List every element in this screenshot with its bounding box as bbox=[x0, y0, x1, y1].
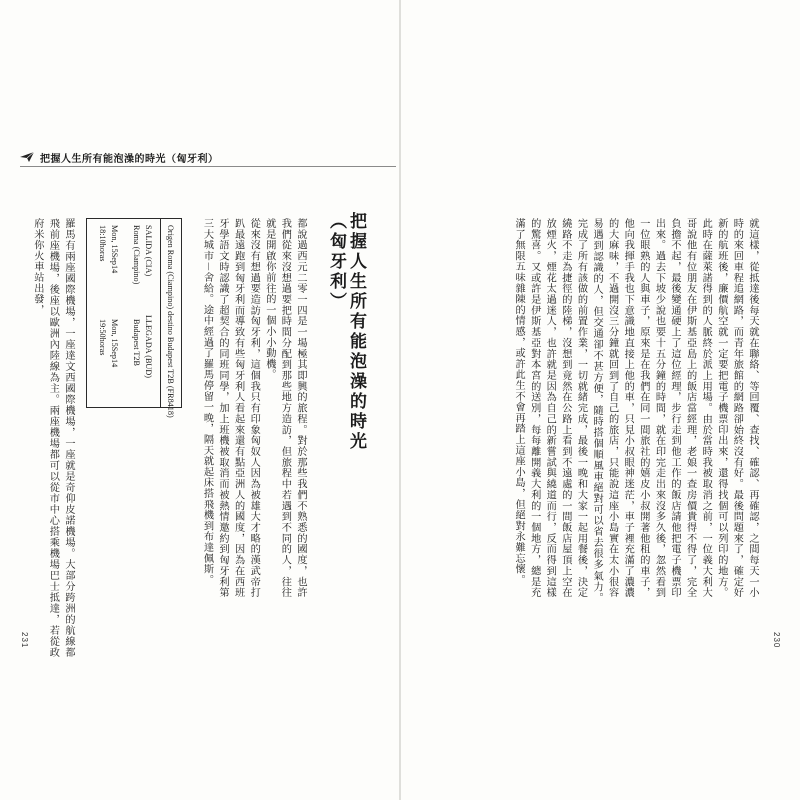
section-title: 把握人生所有能泡澡的時光（匈牙利） bbox=[326, 212, 366, 452]
ticket-salida-date: Mon, 15Sep14 bbox=[110, 225, 119, 274]
running-header bbox=[20, 150, 219, 164]
ticket-salida-time: 18:10horas bbox=[98, 225, 107, 262]
left-page-paragraph-3: 羅馬有兩座國際機場，一座達文西國際機場，一座就是奇仰皮諾機場。大部分跨洲的航線都飛前座機場，後座以歐洲內陸線為主。兩座機場都可以從市中心搭乘機場巴士抵達，若從政府米你火車站出發， bbox=[31, 218, 74, 658]
ticket-llegada-time: 19:50horas bbox=[98, 319, 107, 356]
running-header-title: 把握人生所有能泡澡的時光（匈牙利） bbox=[40, 153, 219, 165]
book-gutter bbox=[399, 0, 401, 800]
left-page-paragraph-1: 都說過西元二零一四是一場極其即興的旅程。對於那些我們不熟悉的國度，也許我們從來沒想過要把時間分配到那些地方造訪，但旅程中若遇到不同的人，往往就是開啟你前往的一個小小動機。 bbox=[263, 218, 306, 598]
page-number-left: 231 bbox=[20, 632, 29, 649]
left-page-body bbox=[188, 218, 308, 598]
ticket-route: Origen Roma (Ciampino) destino Budapest T2B (FR8418) bbox=[166, 225, 175, 418]
paper-plane-icon bbox=[20, 152, 34, 162]
ticket-llegada-date: Mon, 15Sep14 bbox=[110, 319, 119, 368]
right-page-body: 就這樣，從抵達後每天就在聯絡、等回覆、查找、確認、再確認，之間每天一小時的來回車程追網路，而青年旅館的網路卻始終沒有好。最後問題來了，確定好新的航班後，廉價航空就一定要把電子機票印出來，還得找個可以列印的地方。此時在薩萊諾得到的人脈終於派上用場。由於當時我被取消之前，一位義大利大哥說他有位朋友在伊斯基亞島上的飯店當經理，老娘一查房價貴得不得了，完全負擔不起，最後變通硬上了這位經理，步行走到他工作的飯店請他把電子機票印出來。過去下坡少說也要十五分鐘的時間，就在印完走出來沒多久後，忽然看到一位眼熟的人與車子，原來是在我們在同一間旅社的嬉皮小叔開著他租的車子，他向我揮手我也下意識地直接上他的車，只見小叔眼神迷茫，車子裡充滿了濃濃的大麻味，不過開沒三分鐘就回到了自己的旅店，只能說這座小島實在太小很容易遇到認識的人，但交通卻不甚方便，隨時搭個順風車絕對可以省去很多氣力。 完成了所有該做的前置作業，一切就緒完成，最後一晚和大家一起用餐後，決定繞路不走為捷徑的陸梯，沒想到竟然在公路上看到不遠處的一間飯店屋頂上空在放煙火，煙花太過迷人，也許就是因為自己的新嘗試與繞道而行，反而得到這樣的驚喜。又或許是伊斯基亞對本宮的送別，每每離開義大利的一個地方，總是充滿了無限五味雜陳的情感，或許此生不會再踏上這座小島，但絕對永難忘懷。 bbox=[513, 218, 758, 620]
ticket-divider bbox=[160, 219, 161, 407]
header-rule bbox=[20, 166, 396, 167]
flight-ticket-box bbox=[86, 218, 182, 418]
ticket-salida-label: SALIDA (CIA) bbox=[144, 225, 153, 277]
ticket-salida-place: Roma (Ciampino) bbox=[132, 225, 141, 285]
ticket-llegada-place: Budapest T2B bbox=[132, 319, 141, 366]
page-number-right: 230 bbox=[772, 632, 781, 649]
left-page-paragraph-2: 從來沒有想過要造訪匈牙利，這個我只有印象匈奴人因為被雄大才略的漢武帝打趴最遠跑到匈牙利而導致有些匈牙利人看起來還有點亞洲人的國度，因為在西班牙學語文時認識了超契合的同班同學，加上班機被取消而被熱情邀約到匈牙利第三大城市－舍給。途中經過了羅馬停留一晚，隔天就起床搭飛機到布達佩斯。 bbox=[201, 218, 260, 598]
ticket-llegada-label: LLEGADA (BUD) bbox=[144, 315, 153, 378]
